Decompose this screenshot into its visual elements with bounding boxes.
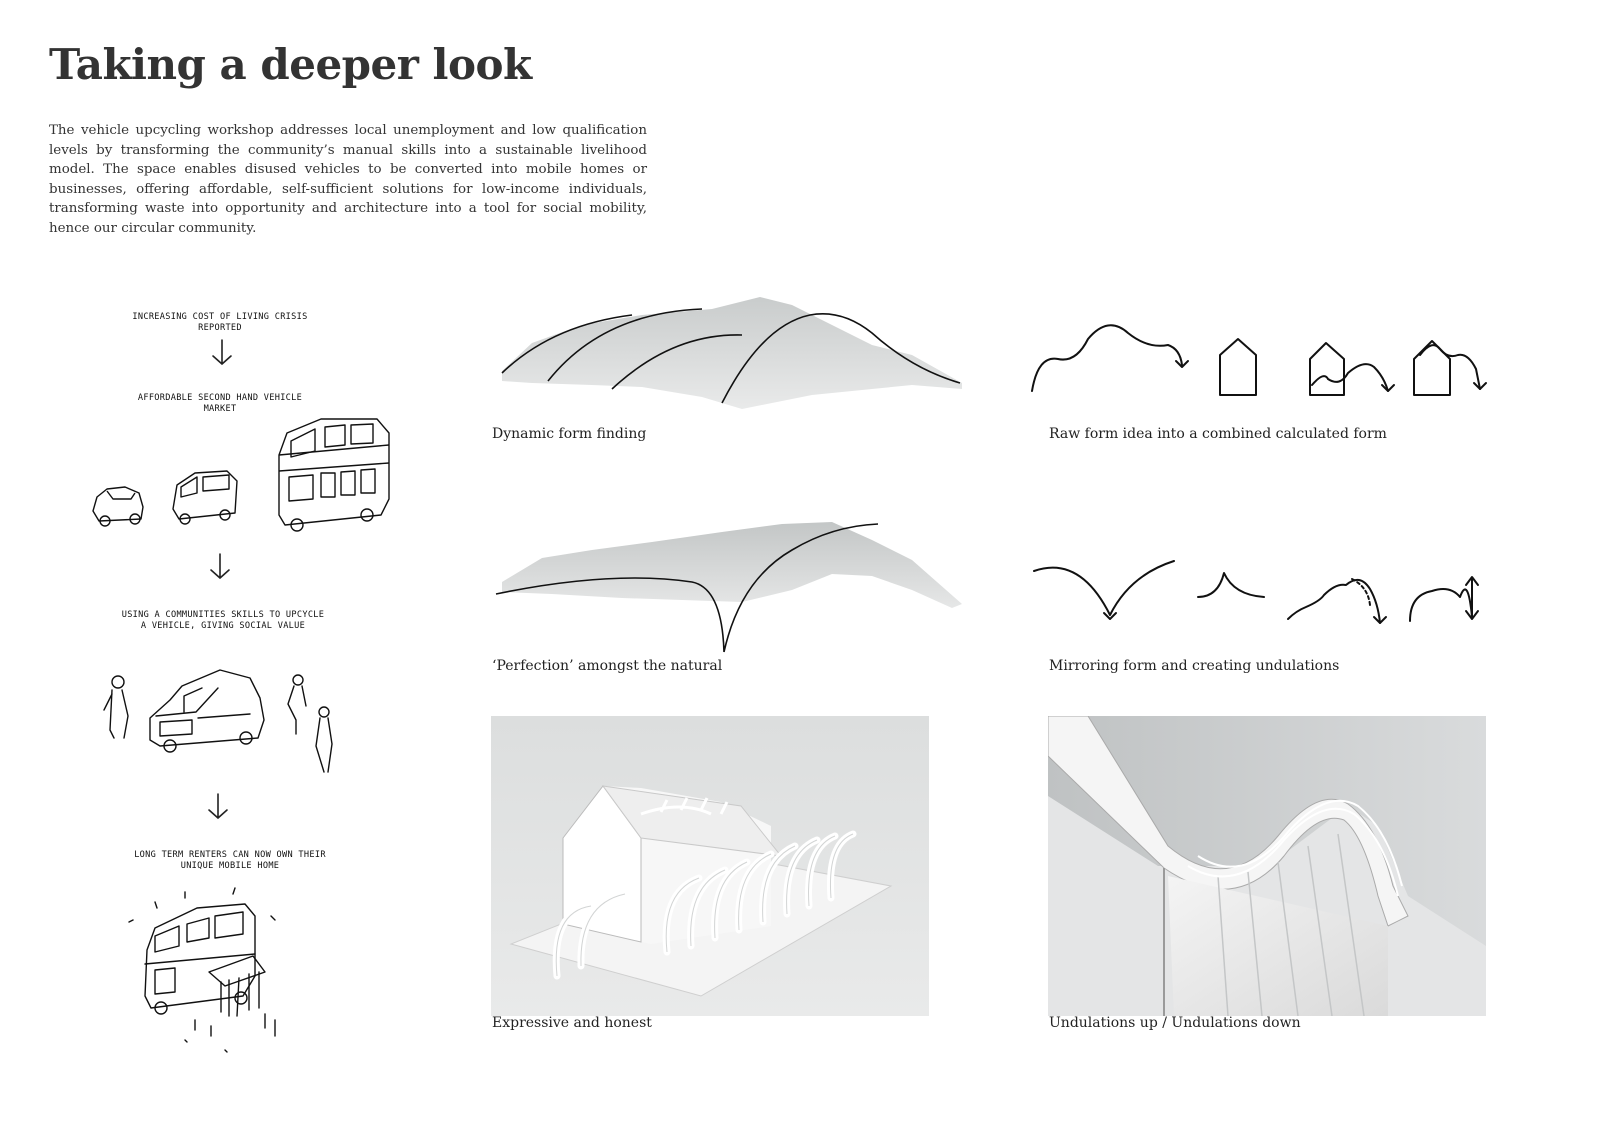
down-arrow-icon [207, 338, 237, 368]
flow-step-4: LONG TERM RENTERS CAN NOW OWN THEIR UNIQUE MOBILE HOME [134, 850, 326, 871]
mirroring-form-sketch [1030, 555, 1490, 635]
model-photo-undulations [1048, 716, 1486, 1016]
flow-step-2: AFFORDABLE SECOND HAND VEHICLE MARKET [137, 393, 303, 414]
caption-mirroring: Mirroring form and creating undulations [1049, 658, 1340, 674]
perfection-form-photo [492, 520, 972, 660]
model-photo-expressive [491, 716, 929, 1016]
raw-form-sketch [1028, 315, 1493, 410]
vehicles-sketch [85, 415, 405, 545]
down-arrow-icon [203, 792, 233, 822]
caption-dynamic-form: Dynamic form finding [492, 426, 647, 442]
caption-raw-form: Raw form idea into a combined calculated form [1049, 426, 1387, 442]
mobile-home-sketch [125, 880, 305, 1060]
page-title: Taking a deeper look [49, 40, 532, 89]
dynamic-form-photo [492, 285, 972, 415]
caption-undulations: Undulations up / Undulations down [1049, 1015, 1301, 1031]
workshop-sketch [100, 660, 350, 790]
caption-perfection: ‘Perfection’ amongst the natural [492, 658, 723, 674]
down-arrow-icon [205, 552, 235, 582]
flow-step-3: USING A COMMUNITIES SKILLS TO UPCYCLE A VEHICLE, GIVING SOCIAL VALUE [121, 610, 325, 631]
intro-paragraph: The vehicle upcycling workshop addresses local unemployment and low qualification levels by transforming the community’s manual skills into a sustainable livelihood model. The space enables disused vehicles to be converted into mobile homes or businesses, offering affordable, self-sufficient solutions for low-income individuals, transforming waste into opportunity and architecture into a tool for social mobility, hence our circular community. [49, 123, 647, 236]
flow-step-1: INCREASING COST OF LIVING CRISIS REPORTED [132, 312, 308, 333]
caption-expressive: Expressive and honest [492, 1015, 652, 1031]
